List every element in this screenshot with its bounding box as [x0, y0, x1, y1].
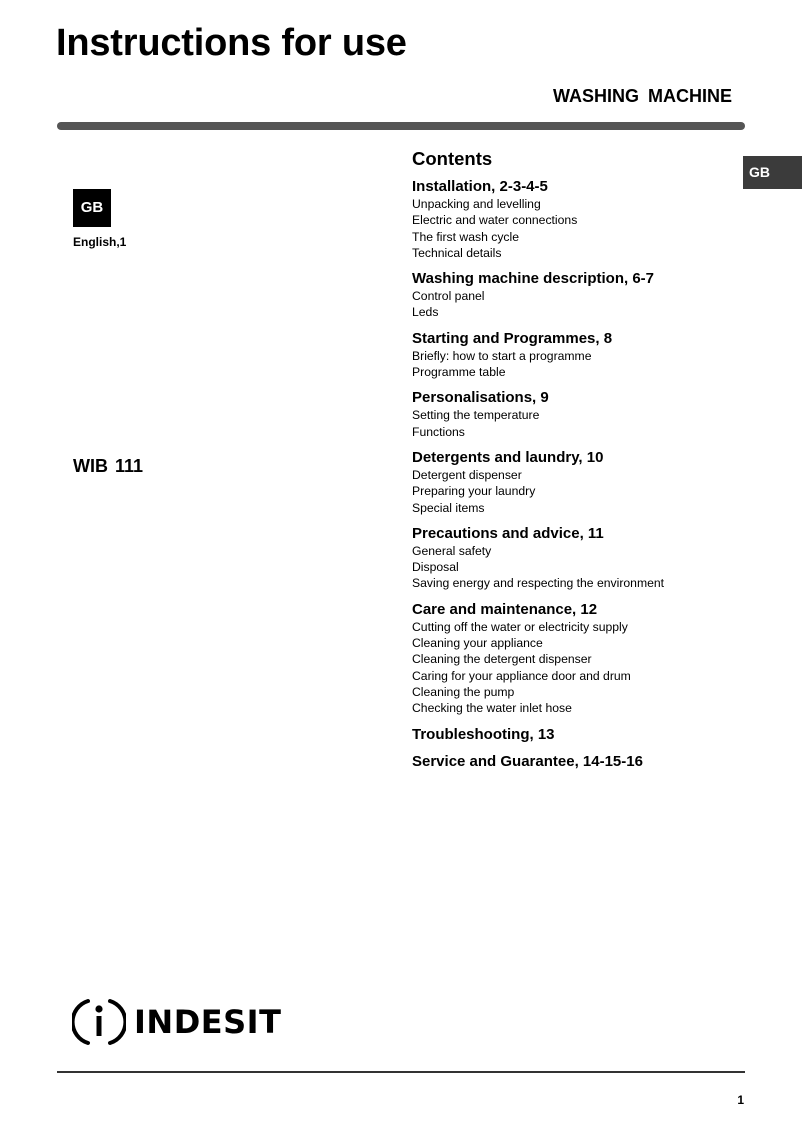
section-item[interactable]: Preparing your laundry: [412, 484, 536, 499]
contents-section: [412, 178, 752, 261]
section-item[interactable]: Caring for your appliance door and drum: [412, 668, 631, 683]
section-item[interactable]: Unpacking and levelling: [412, 197, 541, 211]
section-item[interactable]: Saving energy and respecting the environment: [412, 576, 665, 591]
section-title[interactable]: Washing machine description, 6-7: [412, 270, 654, 288]
section-title[interactable]: Precautions and advice, 11: [412, 524, 604, 542]
brand-name: INDESIT: [134, 1003, 282, 1041]
section-item[interactable]: Setting the temperature: [412, 408, 540, 423]
section-title[interactable]: Service and Guarantee, 14-15-16: [412, 752, 643, 770]
header-divider: [57, 122, 745, 130]
section-item[interactable]: Electric and water connections: [412, 213, 578, 228]
section-title[interactable]: Care and maintenance, 12: [412, 600, 598, 618]
section-title[interactable]: Personalisations, 9: [412, 389, 549, 407]
section-item[interactable]: Leds: [412, 305, 439, 320]
section-title[interactable]: Troubleshooting, 13: [412, 725, 555, 743]
section-item[interactable]: General safety: [412, 543, 492, 558]
section-title[interactable]: Detergents and laundry, 10: [412, 448, 604, 466]
footer-divider: [57, 1071, 745, 1073]
contents-section: [412, 601, 752, 717]
section-item[interactable]: Checking the water inlet hose: [412, 701, 572, 716]
section-item[interactable]: Disposal: [412, 560, 459, 575]
section-item[interactable]: The first wash cycle: [412, 229, 520, 244]
section-item[interactable]: Briefly: how to start a programme: [412, 348, 592, 363]
contents-section: [412, 389, 752, 440]
section-item[interactable]: Programme table: [412, 365, 506, 380]
contents-heading: Contents: [412, 148, 493, 169]
section-item[interactable]: Cleaning the detergent dispenser: [412, 652, 592, 667]
language-badge-gb: GB: [73, 189, 111, 227]
product-type: WASHING MACHINE: [553, 86, 732, 106]
document-title: Instructions for use: [56, 22, 407, 64]
section-item[interactable]: Control panel: [412, 289, 485, 304]
model-number: WIB 111: [73, 456, 144, 476]
section-item[interactable]: Cutting off the water or electricity supply: [412, 619, 628, 634]
section-item[interactable]: Special items: [412, 500, 485, 515]
language-tab-gb[interactable]: GB: [743, 156, 802, 189]
language-page-reference[interactable]: English,1: [73, 235, 127, 249]
indesit-i-logo-icon: [72, 996, 126, 1048]
section-title[interactable]: Installation, 2-3-4-5: [412, 178, 548, 195]
contents-section: [412, 525, 752, 592]
contents-section: [412, 726, 752, 744]
brand-logo: [72, 996, 281, 1048]
section-title[interactable]: Starting and Programmes, 8: [412, 329, 613, 347]
section-item[interactable]: Cleaning your appliance: [412, 636, 543, 651]
contents-section: [412, 753, 752, 771]
section-item[interactable]: Functions: [412, 424, 465, 439]
section-item[interactable]: Technical details: [412, 245, 502, 260]
page-number: 1: [737, 1093, 744, 1107]
table-of-contents: [412, 148, 752, 780]
section-item[interactable]: Detergent dispenser: [412, 467, 522, 482]
section-item[interactable]: Cleaning the pump: [412, 684, 515, 699]
contents-section: [412, 330, 752, 381]
contents-section: [412, 449, 752, 516]
contents-section: [412, 270, 752, 321]
